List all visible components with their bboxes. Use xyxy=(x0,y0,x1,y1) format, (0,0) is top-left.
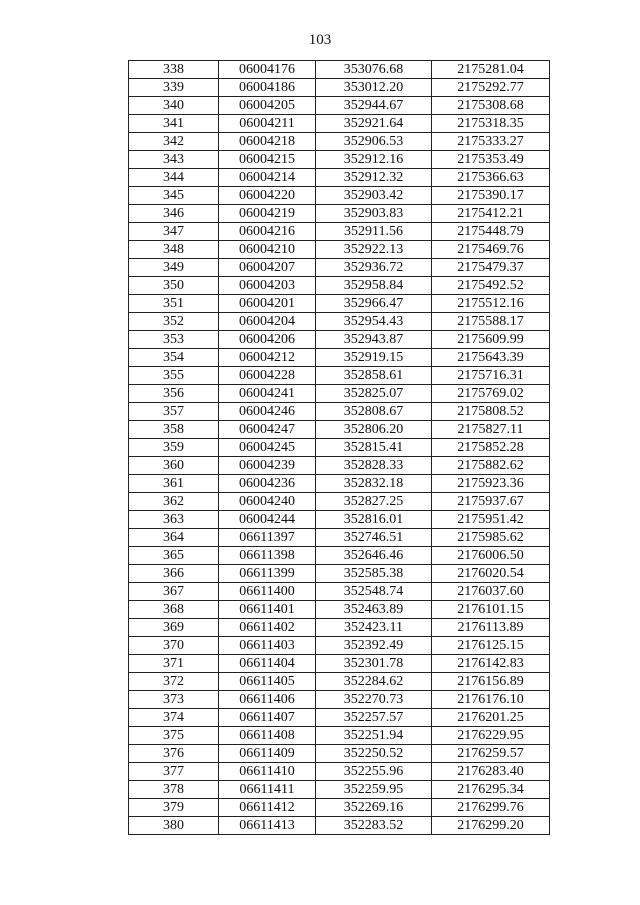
y-coordinate-cell: 2175479.37 xyxy=(432,259,550,277)
x-coordinate-cell: 353076.68 xyxy=(316,61,432,79)
coordinates-table-body xyxy=(129,61,550,835)
x-coordinate-cell: 352301.78 xyxy=(316,655,432,673)
table-row xyxy=(129,313,550,331)
y-coordinate-cell: 2175281.04 xyxy=(432,61,550,79)
row-number-cell: 360 xyxy=(129,457,219,475)
table-row xyxy=(129,691,550,709)
y-coordinate-cell: 2176299.20 xyxy=(432,817,550,835)
point-id-cell: 06611397 xyxy=(219,529,316,547)
point-id-cell: 06611406 xyxy=(219,691,316,709)
row-number-cell: 348 xyxy=(129,241,219,259)
point-id-cell: 06004239 xyxy=(219,457,316,475)
x-coordinate-cell: 352832.18 xyxy=(316,475,432,493)
point-id-cell: 06004206 xyxy=(219,331,316,349)
table-row xyxy=(129,601,550,619)
row-number-cell: 366 xyxy=(129,565,219,583)
y-coordinate-cell: 2175923.36 xyxy=(432,475,550,493)
y-coordinate-cell: 2175937.67 xyxy=(432,493,550,511)
point-id-cell: 06004207 xyxy=(219,259,316,277)
point-id-cell: 06611400 xyxy=(219,583,316,601)
y-coordinate-cell: 2175366.63 xyxy=(432,169,550,187)
y-coordinate-cell: 2176125.15 xyxy=(432,637,550,655)
table-row xyxy=(129,97,550,115)
row-number-cell: 365 xyxy=(129,547,219,565)
x-coordinate-cell: 352825.07 xyxy=(316,385,432,403)
x-coordinate-cell: 352284.62 xyxy=(316,673,432,691)
point-id-cell: 06611410 xyxy=(219,763,316,781)
table-row xyxy=(129,439,550,457)
x-coordinate-cell: 352919.15 xyxy=(316,349,432,367)
y-coordinate-cell: 2175985.62 xyxy=(432,529,550,547)
x-coordinate-cell: 352936.72 xyxy=(316,259,432,277)
row-number-cell: 372 xyxy=(129,673,219,691)
table-row xyxy=(129,403,550,421)
row-number-cell: 373 xyxy=(129,691,219,709)
table-row xyxy=(129,619,550,637)
y-coordinate-cell: 2176176.10 xyxy=(432,691,550,709)
x-coordinate-cell: 352903.83 xyxy=(316,205,432,223)
y-coordinate-cell: 2175469.76 xyxy=(432,241,550,259)
row-number-cell: 364 xyxy=(129,529,219,547)
y-coordinate-cell: 2175827.11 xyxy=(432,421,550,439)
x-coordinate-cell: 352954.43 xyxy=(316,313,432,331)
point-id-cell: 06004210 xyxy=(219,241,316,259)
point-id-cell: 06004220 xyxy=(219,187,316,205)
x-coordinate-cell: 352912.32 xyxy=(316,169,432,187)
row-number-cell: 343 xyxy=(129,151,219,169)
table-row xyxy=(129,547,550,565)
table-row xyxy=(129,277,550,295)
y-coordinate-cell: 2175852.28 xyxy=(432,439,550,457)
x-coordinate-cell: 352463.89 xyxy=(316,601,432,619)
row-number-cell: 369 xyxy=(129,619,219,637)
point-id-cell: 06611412 xyxy=(219,799,316,817)
y-coordinate-cell: 2175716.31 xyxy=(432,367,550,385)
table-row xyxy=(129,781,550,799)
x-coordinate-cell: 352270.73 xyxy=(316,691,432,709)
table-row xyxy=(129,241,550,259)
row-number-cell: 362 xyxy=(129,493,219,511)
row-number-cell: 370 xyxy=(129,637,219,655)
row-number-cell: 367 xyxy=(129,583,219,601)
table-row xyxy=(129,727,550,745)
row-number-cell: 347 xyxy=(129,223,219,241)
row-number-cell: 380 xyxy=(129,817,219,835)
row-number-cell: 350 xyxy=(129,277,219,295)
row-number-cell: 352 xyxy=(129,313,219,331)
y-coordinate-cell: 2176006.50 xyxy=(432,547,550,565)
x-coordinate-cell: 352283.52 xyxy=(316,817,432,835)
row-number-cell: 357 xyxy=(129,403,219,421)
point-id-cell: 06004219 xyxy=(219,205,316,223)
y-coordinate-cell: 2176295.34 xyxy=(432,781,550,799)
table-row xyxy=(129,817,550,835)
point-id-cell: 06611404 xyxy=(219,655,316,673)
x-coordinate-cell: 352911.56 xyxy=(316,223,432,241)
y-coordinate-cell: 2175318.35 xyxy=(432,115,550,133)
table-row xyxy=(129,637,550,655)
x-coordinate-cell: 352858.61 xyxy=(316,367,432,385)
table-row xyxy=(129,367,550,385)
row-number-cell: 338 xyxy=(129,61,219,79)
y-coordinate-cell: 2175588.17 xyxy=(432,313,550,331)
row-number-cell: 351 xyxy=(129,295,219,313)
row-number-cell: 358 xyxy=(129,421,219,439)
x-coordinate-cell: 352806.20 xyxy=(316,421,432,439)
x-coordinate-cell: 352943.87 xyxy=(316,331,432,349)
point-id-cell: 06611399 xyxy=(219,565,316,583)
row-number-cell: 359 xyxy=(129,439,219,457)
x-coordinate-cell: 352922.13 xyxy=(316,241,432,259)
y-coordinate-cell: 2175951.42 xyxy=(432,511,550,529)
y-coordinate-cell: 2175353.49 xyxy=(432,151,550,169)
point-id-cell: 06004236 xyxy=(219,475,316,493)
point-id-cell: 06611403 xyxy=(219,637,316,655)
row-number-cell: 361 xyxy=(129,475,219,493)
table-row xyxy=(129,331,550,349)
point-id-cell: 06611402 xyxy=(219,619,316,637)
x-coordinate-cell: 352966.47 xyxy=(316,295,432,313)
table-row xyxy=(129,115,550,133)
x-coordinate-cell: 352921.64 xyxy=(316,115,432,133)
x-coordinate-cell: 352944.67 xyxy=(316,97,432,115)
point-id-cell: 06611408 xyxy=(219,727,316,745)
row-number-cell: 355 xyxy=(129,367,219,385)
point-id-cell: 06004218 xyxy=(219,133,316,151)
point-id-cell: 06004247 xyxy=(219,421,316,439)
point-id-cell: 06004201 xyxy=(219,295,316,313)
table-row xyxy=(129,529,550,547)
point-id-cell: 06004215 xyxy=(219,151,316,169)
row-number-cell: 345 xyxy=(129,187,219,205)
point-id-cell: 06004205 xyxy=(219,97,316,115)
x-coordinate-cell: 352423.11 xyxy=(316,619,432,637)
x-coordinate-cell: 352250.52 xyxy=(316,745,432,763)
x-coordinate-cell: 352746.51 xyxy=(316,529,432,547)
y-coordinate-cell: 2176101.15 xyxy=(432,601,550,619)
row-number-cell: 354 xyxy=(129,349,219,367)
table-row xyxy=(129,493,550,511)
table-row xyxy=(129,457,550,475)
x-coordinate-cell: 352816.01 xyxy=(316,511,432,529)
y-coordinate-cell: 2175448.79 xyxy=(432,223,550,241)
point-id-cell: 06611413 xyxy=(219,817,316,835)
y-coordinate-cell: 2176299.76 xyxy=(432,799,550,817)
row-number-cell: 363 xyxy=(129,511,219,529)
x-coordinate-cell: 352392.49 xyxy=(316,637,432,655)
y-coordinate-cell: 2176229.95 xyxy=(432,727,550,745)
point-id-cell: 06004216 xyxy=(219,223,316,241)
row-number-cell: 339 xyxy=(129,79,219,97)
table-row xyxy=(129,655,550,673)
table-row xyxy=(129,421,550,439)
row-number-cell: 344 xyxy=(129,169,219,187)
point-id-cell: 06004214 xyxy=(219,169,316,187)
x-coordinate-cell: 352585.38 xyxy=(316,565,432,583)
row-number-cell: 349 xyxy=(129,259,219,277)
row-number-cell: 353 xyxy=(129,331,219,349)
table-row xyxy=(129,187,550,205)
y-coordinate-cell: 2175292.77 xyxy=(432,79,550,97)
x-coordinate-cell: 352828.33 xyxy=(316,457,432,475)
table-row xyxy=(129,205,550,223)
x-coordinate-cell: 352646.46 xyxy=(316,547,432,565)
row-number-cell: 376 xyxy=(129,745,219,763)
row-number-cell: 341 xyxy=(129,115,219,133)
x-coordinate-cell: 352548.74 xyxy=(316,583,432,601)
y-coordinate-cell: 2175308.68 xyxy=(432,97,550,115)
table-row xyxy=(129,673,550,691)
row-number-cell: 340 xyxy=(129,97,219,115)
point-id-cell: 06611409 xyxy=(219,745,316,763)
row-number-cell: 374 xyxy=(129,709,219,727)
table-row xyxy=(129,745,550,763)
point-id-cell: 06611411 xyxy=(219,781,316,799)
row-number-cell: 377 xyxy=(129,763,219,781)
point-id-cell: 06611407 xyxy=(219,709,316,727)
x-coordinate-cell: 352958.84 xyxy=(316,277,432,295)
point-id-cell: 06611405 xyxy=(219,673,316,691)
x-coordinate-cell: 352903.42 xyxy=(316,187,432,205)
y-coordinate-cell: 2176201.25 xyxy=(432,709,550,727)
y-coordinate-cell: 2175333.27 xyxy=(432,133,550,151)
table-row xyxy=(129,259,550,277)
y-coordinate-cell: 2175609.99 xyxy=(432,331,550,349)
row-number-cell: 356 xyxy=(129,385,219,403)
y-coordinate-cell: 2175492.52 xyxy=(432,277,550,295)
row-number-cell: 379 xyxy=(129,799,219,817)
page-number: 103 xyxy=(308,32,332,48)
table-row xyxy=(129,151,550,169)
table-row xyxy=(129,799,550,817)
row-number-cell: 342 xyxy=(129,133,219,151)
coordinates-table xyxy=(128,60,550,835)
table-row xyxy=(129,565,550,583)
y-coordinate-cell: 2175643.39 xyxy=(432,349,550,367)
table-row xyxy=(129,133,550,151)
point-id-cell: 06004212 xyxy=(219,349,316,367)
table-row xyxy=(129,61,550,79)
row-number-cell: 378 xyxy=(129,781,219,799)
table-row xyxy=(129,349,550,367)
y-coordinate-cell: 2176142.83 xyxy=(432,655,550,673)
table-row xyxy=(129,763,550,781)
y-coordinate-cell: 2175808.52 xyxy=(432,403,550,421)
y-coordinate-cell: 2176283.40 xyxy=(432,763,550,781)
point-id-cell: 06611398 xyxy=(219,547,316,565)
x-coordinate-cell: 352815.41 xyxy=(316,439,432,457)
point-id-cell: 06004176 xyxy=(219,61,316,79)
point-id-cell: 06004241 xyxy=(219,385,316,403)
table-row xyxy=(129,223,550,241)
x-coordinate-cell: 352257.57 xyxy=(316,709,432,727)
table-row xyxy=(129,709,550,727)
point-id-cell: 06004244 xyxy=(219,511,316,529)
x-coordinate-cell: 352808.67 xyxy=(316,403,432,421)
table-row xyxy=(129,79,550,97)
table-row xyxy=(129,169,550,187)
point-id-cell: 06004228 xyxy=(219,367,316,385)
point-id-cell: 06004204 xyxy=(219,313,316,331)
x-coordinate-cell: 353012.20 xyxy=(316,79,432,97)
y-coordinate-cell: 2175512.16 xyxy=(432,295,550,313)
point-id-cell: 06611401 xyxy=(219,601,316,619)
table-row xyxy=(129,295,550,313)
row-number-cell: 346 xyxy=(129,205,219,223)
y-coordinate-cell: 2175390.17 xyxy=(432,187,550,205)
y-coordinate-cell: 2176156.89 xyxy=(432,673,550,691)
row-number-cell: 371 xyxy=(129,655,219,673)
table-row xyxy=(129,511,550,529)
x-coordinate-cell: 352827.25 xyxy=(316,493,432,511)
y-coordinate-cell: 2175769.02 xyxy=(432,385,550,403)
y-coordinate-cell: 2176113.89 xyxy=(432,619,550,637)
point-id-cell: 06004245 xyxy=(219,439,316,457)
y-coordinate-cell: 2175412.21 xyxy=(432,205,550,223)
y-coordinate-cell: 2176259.57 xyxy=(432,745,550,763)
point-id-cell: 06004246 xyxy=(219,403,316,421)
point-id-cell: 06004240 xyxy=(219,493,316,511)
point-id-cell: 06004211 xyxy=(219,115,316,133)
row-number-cell: 375 xyxy=(129,727,219,745)
table-row xyxy=(129,583,550,601)
x-coordinate-cell: 352906.53 xyxy=(316,133,432,151)
y-coordinate-cell: 2176020.54 xyxy=(432,565,550,583)
x-coordinate-cell: 352912.16 xyxy=(316,151,432,169)
x-coordinate-cell: 352255.96 xyxy=(316,763,432,781)
y-coordinate-cell: 2175882.62 xyxy=(432,457,550,475)
point-id-cell: 06004203 xyxy=(219,277,316,295)
x-coordinate-cell: 352269.16 xyxy=(316,799,432,817)
table-row xyxy=(129,385,550,403)
point-id-cell: 06004186 xyxy=(219,79,316,97)
x-coordinate-cell: 352251.94 xyxy=(316,727,432,745)
x-coordinate-cell: 352259.95 xyxy=(316,781,432,799)
table-row xyxy=(129,475,550,493)
row-number-cell: 368 xyxy=(129,601,219,619)
y-coordinate-cell: 2176037.60 xyxy=(432,583,550,601)
